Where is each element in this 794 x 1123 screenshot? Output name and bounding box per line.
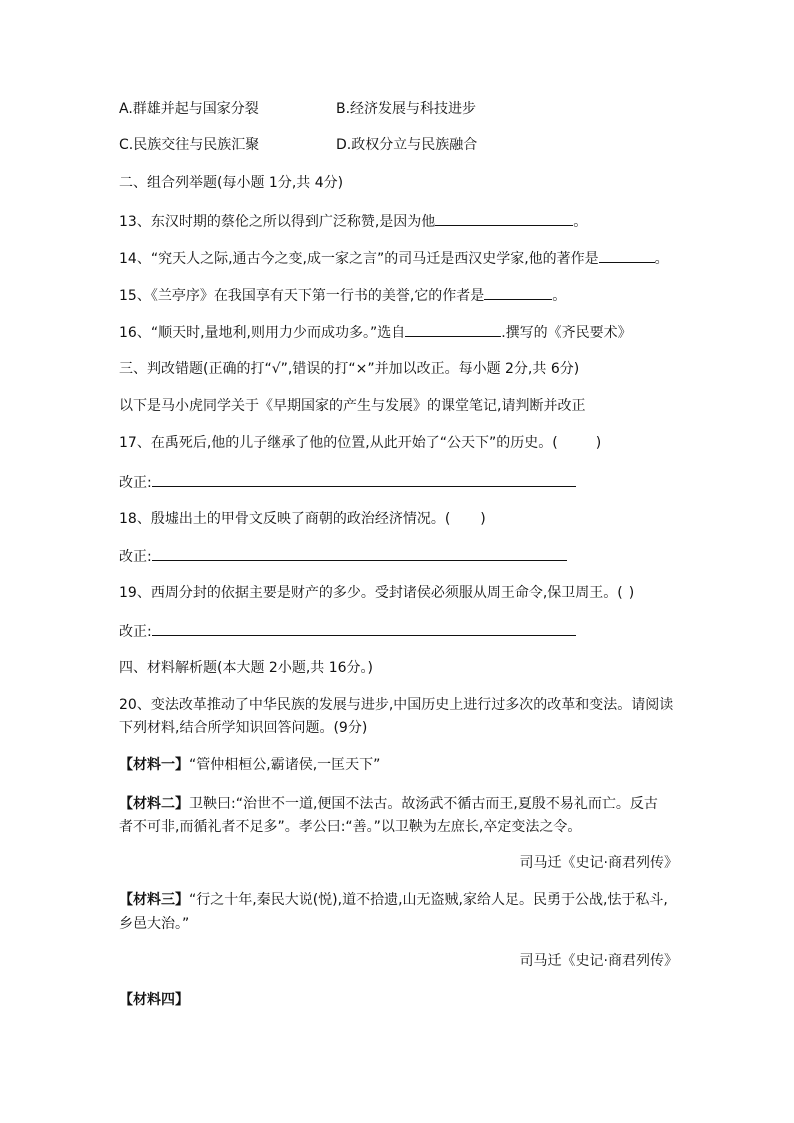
question-19-text: 19、西周分封的依据主要是财产的多少。受封诸侯必须服从周王命令,保卫周王。( [119, 585, 623, 601]
question-19 [119, 583, 634, 603]
correction-18 [119, 546, 567, 567]
option-a: A.群雄并起与国家分裂 [119, 101, 259, 117]
question-20-line2: 下列材料,结合所学知识回答问题。(9分) [119, 720, 368, 736]
section3-intro: 以下是马小虎同学关于《早期国家的产生与发展》的课堂笔记,请判断并改正 [119, 398, 586, 414]
material-3-text: “行之十年,秦民大说(悦),道不拾遗,山无盗贼,家给人足。民勇于公战,怯于私斗, [189, 892, 668, 908]
correction-blank[interactable] [152, 472, 576, 487]
material-2-label: 【材料二】 [119, 796, 189, 812]
correction-17 [119, 472, 576, 493]
correction-blank[interactable] [152, 546, 567, 561]
question-18-text: 18、殷墟出土的甲骨文反映了商朝的政治经济情况。( [119, 511, 451, 527]
material-1-label: 【材料一】 [119, 757, 189, 773]
question-13-text: 13、东汉时期的蔡伦之所以得到广泛称赞,是因为他 [119, 214, 436, 230]
question-14 [119, 248, 669, 269]
close-paren: ) [628, 585, 635, 601]
material-2-line1 [119, 794, 658, 814]
question-13-end: 。 [573, 214, 588, 230]
fix-label: 改正: [119, 475, 152, 491]
material-2-line2: 者不可非,而循礼者不足多”。孝公曰:“善。”以卫鞅为左庶长,卒定变法之令。 [119, 819, 582, 835]
question-15-text: 15、《兰亭序》在我国享有天下第一行书的美誉,它的作者是 [119, 288, 485, 304]
question-16 [119, 322, 632, 343]
option-c: C.民族交往与民族汇聚 [119, 137, 260, 153]
section3-heading: 三、判改错题(正确的打“√”,错误的打“×”并加以改正。每小题 2分,共 6分) [119, 361, 580, 377]
question-17 [119, 433, 601, 453]
question-14-end: 。 [654, 251, 669, 267]
close-paren: ) [480, 511, 486, 527]
answer-blank[interactable] [599, 248, 655, 263]
fix-label: 改正: [119, 624, 152, 640]
question-17-text: 17、在禹死后,他的儿子继承了他的位置,从此开始了“公天下”的历史。( [119, 435, 558, 451]
section2-heading: 二、组合列举题(每小题 1分,共 4分) [119, 175, 344, 191]
material-3-label: 【材料三】 [119, 892, 189, 908]
answer-blank[interactable] [405, 322, 501, 337]
close-paren: ) [595, 435, 602, 451]
material-1-text: “管仲相桓公,霸诸侯,一匡天下” [189, 757, 381, 773]
question-18 [119, 509, 486, 529]
question-16-end: .撰写的《齐民要术》 [501, 325, 632, 341]
correction-blank[interactable] [152, 621, 576, 636]
section4-heading: 四、材料解析题(本大题 2小题,共 16分。) [119, 660, 373, 676]
question-20-line1: 20、变法改革推动了中华民族的发展与进步,中国历史上进行过多次的改革和变法。请阅读 [119, 697, 674, 713]
question-14-text: 14、“究天人之际,通古今之变,成一家之言”的司马迁是西汉史学家,他的著作是 [119, 251, 599, 267]
material-3-line2: 乡邑大治。” [119, 916, 190, 932]
fix-label: 改正: [119, 549, 152, 565]
material-2-source: 司马迁《史记·商君列传》 [519, 855, 678, 871]
question-13 [119, 211, 587, 232]
material-3-line1 [119, 890, 668, 910]
question-15-end: 。 [552, 288, 567, 304]
question-15 [119, 285, 566, 306]
answer-blank[interactable] [435, 211, 573, 226]
option-d: D.政权分立与民族融合 [336, 137, 478, 153]
question-16-text: 16、“顺天时,量地利,则用力少而成功多。”选自 [119, 325, 406, 341]
material-2-text: 卫鞅曰:“治世不一道,便国不法古。故汤武不循古而王,夏殷不易礼而亡。反古 [189, 796, 658, 812]
material-4-label: 【材料四】 [119, 992, 189, 1008]
material-1 [119, 755, 380, 775]
option-b: B.经济发展与科技进步 [336, 101, 477, 117]
material-3-source: 司马迁《史记·商君列传》 [519, 953, 678, 969]
answer-blank[interactable] [484, 285, 552, 300]
correction-19 [119, 621, 576, 642]
